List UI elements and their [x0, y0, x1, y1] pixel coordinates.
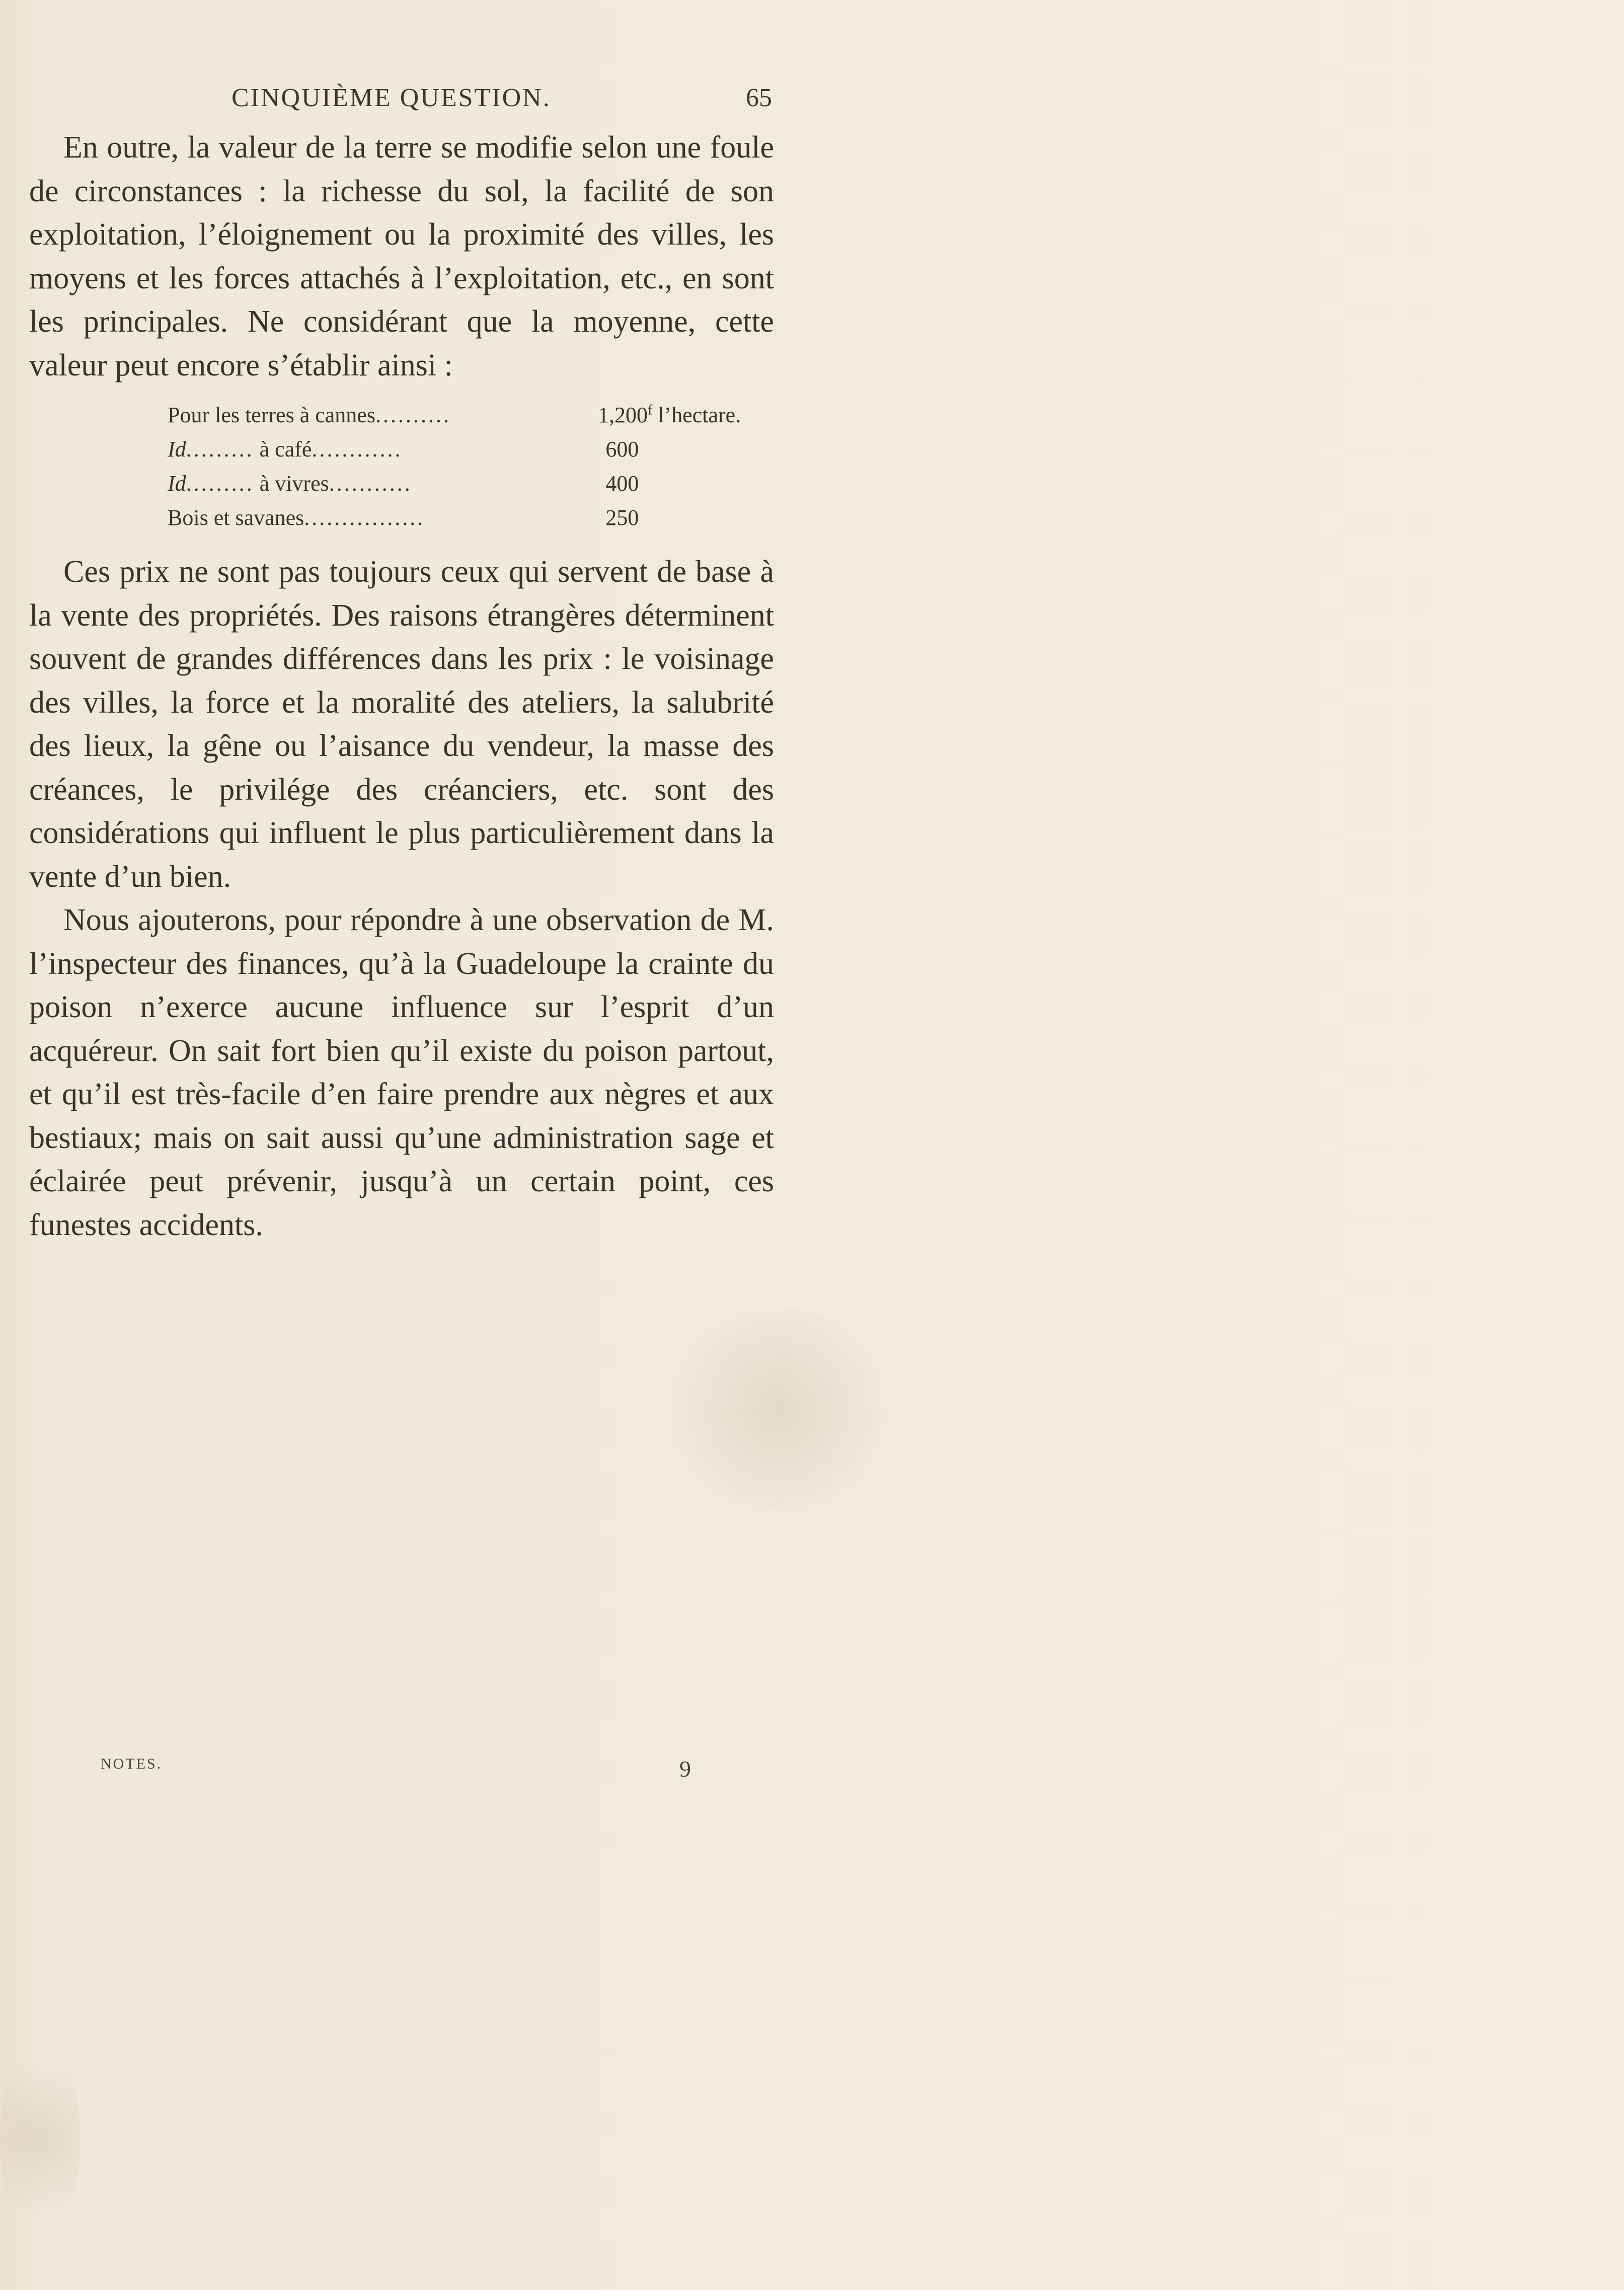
paragraph-3: Nous ajouterons, pour répondre à une observation de M. l’inspecteur des finances, qu’à la Guadeloupe la crainte du poison n’exerce aucune influence sur l’esprit d’un acquéreur. On sait fort bien qu’il existe du poison partout, et qu’il est très-facile d’en faire prendre aux nègres et aux bestiaux; mais on sait aussi qu’une administration sage et éclairée peut prévenir, jusqu’à un certain point, ces funestes accidents. [29, 903, 774, 1242]
paragraph-2: Ces prix ne sont pas toujours ceux qui servent de base à la vente des propriétés. Des raisons étrangères déterminent souvent de grandes différences dans les prix : le voisinage des villes, la force et la moralité des ateliers, la salubrité des lieux, la gêne ou l’aisance du vendeur, la masse des créances, le privilége des créanciers, etc. sont des considérations qui influent le plus particulièrement dans la vente d’un bien. [29, 555, 774, 894]
table-row [168, 505, 782, 539]
row-label: Id......... à vivres........... [168, 471, 412, 496]
body-text [29, 126, 774, 1247]
page-header [0, 83, 780, 123]
row-label: Pour les terres à cannes.......... [168, 403, 451, 427]
page-number: 65 [746, 84, 772, 112]
price-table [168, 402, 782, 539]
row-value: 1,200$^f$ l’hectare. [598, 402, 741, 427]
paper-stain [654, 1309, 906, 1510]
row-label: Bois et savanes................ [168, 505, 425, 530]
table-row [168, 436, 782, 471]
paragraph-1: En outre, la valeur de la terre se modifie selon une foule de circonstances : la richesse du sol, la facilité de son exploitation, l’éloignement ou la proximité des villes, les moyens et les forces attachés à l’exploitation, etc., en sont les principales. Ne considérant que la moyenne, cette valeur peut encore s’établir ainsi : [29, 130, 774, 383]
signature-number: 9 [679, 1756, 691, 1782]
running-head: CINQUIÈME QUESTION. [231, 84, 551, 112]
signature-label: NOTES. [101, 1755, 163, 1772]
paper-stain [0, 2038, 81, 2240]
page-footer [0, 1755, 780, 1786]
row-value: 400 [605, 471, 639, 496]
row-value: 600 [605, 437, 639, 462]
table-row [168, 471, 782, 505]
row-label: Id......... à café............ [168, 437, 403, 462]
row-value: 250 [605, 505, 639, 530]
table-row [168, 402, 782, 436]
